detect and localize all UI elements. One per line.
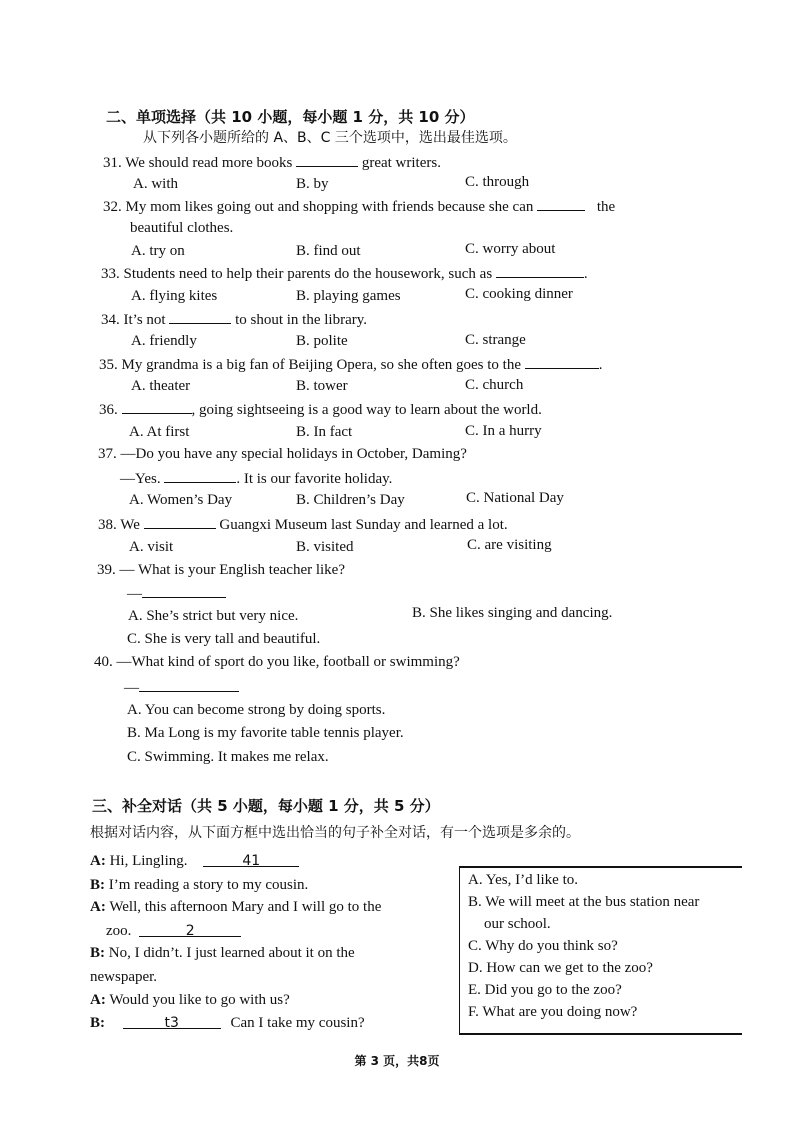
section3-instruction: 根据对话内容，从下面方框中选出恰当的句子补全对话，有一个选项是多余的。 [90, 825, 580, 841]
question-33 [101, 263, 588, 283]
dialog-text: Well, this afternoon Mary and I will go to the [109, 899, 382, 915]
answer-blank [142, 583, 226, 598]
question-text: Guangxi Museum last Sunday and learned a lot. [219, 517, 508, 533]
option-a: A. with [133, 176, 178, 192]
options-box [459, 866, 742, 1035]
option-a: A. try on [131, 243, 185, 259]
option-item: F. What are you doing now? [468, 1004, 638, 1020]
question-number: 36. [99, 402, 118, 418]
question-39-response [127, 583, 226, 603]
dialog-line [90, 852, 299, 870]
speaker-label: A: [90, 853, 106, 869]
question-text: the [596, 199, 616, 215]
dialog-line [90, 944, 355, 962]
option-b: B. visited [296, 539, 354, 555]
question-32 [103, 196, 615, 216]
option-item: D. How can we get to the zoo? [468, 960, 653, 976]
question-40-response [124, 677, 239, 697]
dialog-text: Would you like to go with us? [109, 992, 290, 1008]
option-c: C. cooking dinner [465, 286, 573, 302]
answer-blank-43: t3 [123, 1014, 221, 1029]
option-b: B. Ma Long is my favorite table tennis player. [127, 725, 404, 741]
question-number: 33. [101, 266, 120, 282]
question-text: . [598, 357, 603, 373]
question-38 [98, 514, 508, 534]
answer-blank [169, 309, 231, 324]
question-text: . It is our favorite holiday. [236, 471, 393, 487]
question-number: 39. [97, 562, 116, 578]
dialog-line [90, 898, 381, 916]
question-text: My mom likes going out and shopping with friends because she can [125, 199, 534, 215]
answer-blank [537, 196, 585, 211]
option-b: B. polite [296, 333, 348, 349]
option-c: C. worry about [465, 241, 556, 257]
question-text: . [583, 266, 588, 282]
question-text: , going sightseeing is a good way to learn about the world. [191, 402, 542, 418]
question-34 [101, 309, 367, 329]
option-a: A. At first [129, 424, 190, 440]
option-c: C. through [465, 174, 530, 190]
question-number: 31. [103, 155, 122, 171]
question-text: to shout in the library. [235, 312, 368, 328]
option-a: A. visit [129, 539, 174, 555]
option-b: B. She likes singing and dancing. [412, 605, 613, 621]
answer-blank-42: 2 [139, 922, 241, 937]
question-number: 35. [99, 357, 118, 373]
option-c: C. In a hurry [465, 423, 542, 439]
option-item: E. Did you go to the zoo? [468, 982, 622, 998]
answer-blank [496, 263, 584, 278]
option-item: C. Why do you think so? [468, 938, 618, 954]
option-a: A. theater [131, 378, 191, 394]
question-text: — [124, 680, 139, 696]
option-c: C. She is very tall and beautiful. [127, 631, 321, 647]
page-footer: 第 3 页，共8页 [354, 1054, 440, 1068]
question-text: — [127, 586, 142, 602]
dialog-line [90, 991, 290, 1009]
option-b: B. In fact [296, 424, 353, 440]
answer-blank [164, 468, 236, 483]
option-b: B. Children’s Day [296, 492, 405, 508]
option-c: C. Swimming. It makes me relax. [127, 749, 329, 765]
speaker-label: B: [90, 1015, 105, 1031]
question-text: We should read more books [125, 155, 293, 171]
option-c: C. strange [465, 332, 526, 348]
section3-title: 三、补全对话（共 5 小题，每小题 1 分，共 5 分） [92, 797, 440, 815]
option-item: B. We will meet at the bus station near [468, 894, 700, 910]
dialog-text: I’m reading a story to my cousin. [108, 877, 309, 893]
answer-blank [139, 677, 239, 692]
question-number: 32. [103, 199, 122, 215]
speaker-label: A: [90, 992, 106, 1008]
section2-title: 二、单项选择（共 10 小题，每小题 1 分，共 10 分） [106, 108, 475, 126]
question-36 [99, 399, 542, 419]
dialog-text: Hi, Lingling. [109, 853, 188, 869]
question-text: Students need to help their parents do the housework, such as [123, 266, 493, 282]
option-item: A. Yes, I’d like to. [468, 872, 579, 888]
question-37-response [120, 468, 392, 488]
option-b: B. by [296, 176, 329, 192]
question-text: — What is your English teacher like? [119, 562, 345, 578]
dialog-line-cont: newspaper. [90, 969, 158, 985]
speaker-label: B: [90, 945, 105, 961]
speaker-label: A: [90, 899, 106, 915]
answer-blank [144, 514, 216, 529]
question-35 [99, 354, 603, 374]
answer-blank [525, 354, 599, 369]
dialog-text: Can I take my cousin? [230, 1015, 365, 1031]
answer-blank-41: 41 [203, 852, 299, 867]
answer-blank [122, 399, 192, 414]
option-a: A. Women’s Day [129, 492, 233, 508]
option-c: C. church [465, 377, 524, 393]
question-text: —Do you have any special holidays in October, Daming? [120, 446, 467, 462]
question-text: great writers. [361, 155, 441, 171]
section2-instruction: 从下列各小题所给的 A、B、C 三个选项中，选出最佳选项。 [143, 130, 517, 146]
option-a: A. flying kites [131, 288, 218, 304]
question-text-cont: beautiful clothes. [130, 220, 234, 236]
answer-blank [296, 152, 358, 167]
option-item-cont: our school. [484, 916, 551, 932]
question-text: —Yes. [120, 471, 161, 487]
option-a: A. friendly [131, 333, 197, 349]
question-text: We [120, 517, 140, 533]
option-b: B. find out [296, 243, 361, 259]
question-text: My grandma is a big fan of Beijing Opera, so she often goes to the [121, 357, 521, 373]
question-number: 38. [98, 517, 117, 533]
question-text: —What kind of sport do you like, football or swimming? [116, 654, 460, 670]
question-text: It’s not [123, 312, 166, 328]
speaker-label: B: [90, 877, 105, 893]
question-number: 37. [98, 446, 117, 462]
option-c: C. are visiting [467, 537, 552, 553]
question-number: 40. [94, 654, 113, 670]
option-a: A. She’s strict but very nice. [128, 608, 299, 624]
option-b: B. tower [296, 378, 348, 394]
option-a: A. You can become strong by doing sports. [127, 702, 386, 718]
dialog-line [90, 1014, 365, 1032]
option-c: C. National Day [466, 490, 564, 506]
question-number: 34. [101, 312, 120, 328]
question-39 [97, 561, 345, 579]
question-31 [103, 152, 441, 172]
dialog-line-cont [106, 922, 241, 940]
dialog-text: No, I didn’t. I just learned about it on the [108, 945, 355, 961]
question-37 [98, 445, 467, 463]
dialog-text: zoo. [106, 923, 132, 939]
dialog-line [90, 876, 308, 894]
option-b: B. playing games [296, 288, 401, 304]
question-40 [94, 653, 460, 671]
